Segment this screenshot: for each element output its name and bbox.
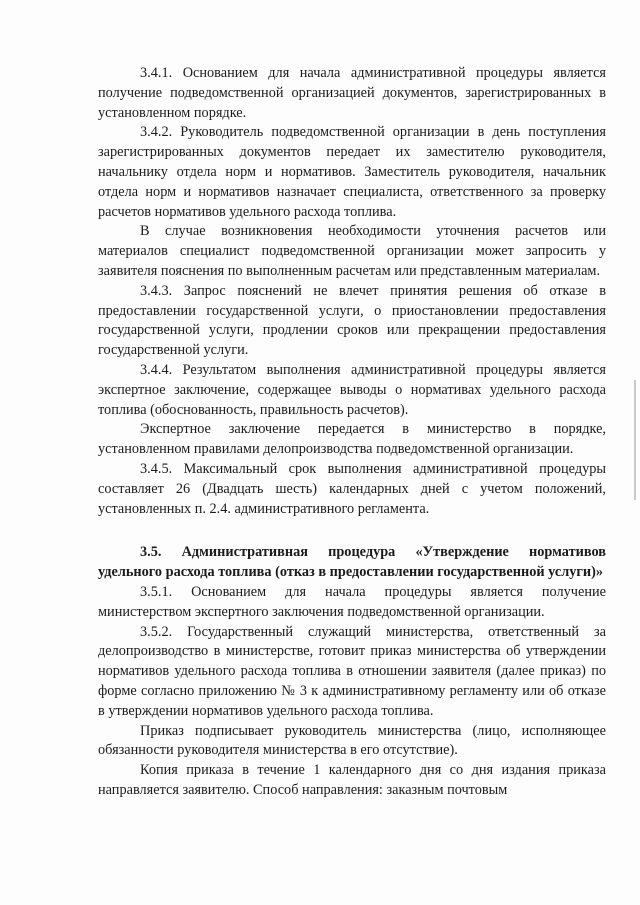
section-heading-3-5: 3.5. Административная процедура «Утверждение нормативов удельного расхода топлива (отказ в предоставлении государственной услуги)» <box>98 544 606 581</box>
paragraph-3-5-1: 3.5.1. Основанием для начала процедуры является получение министерством экспертного заключения подведомственной организации. <box>98 583 606 620</box>
scan-edge-mark <box>634 380 636 500</box>
document-body <box>98 64 606 801</box>
paragraph-order-copy: Копия приказа в течение 1 календарного дня со дня издания приказа направляется заявителю. Способ направления: заказным почтовым <box>98 762 606 798</box>
paragraph-expert-conclusion: Экспертное заключение передается в министерство в порядке, установленном правилами делопроизводства подведомственной организации. <box>98 421 606 458</box>
paragraph-clarification: В случае возникновения необходимости уточнения расчетов или материалов специалист подведомственной организации может запросить у заявителя пояснения по выполненным расчетам или представленным материалам. <box>98 223 606 279</box>
paragraph-3-4-4: 3.4.4. Результатом выполнения административной процедуры является экспертное заключение, содержащее выводы о нормативах удельного расхода топлива (обоснованность, правильность расчетов). <box>98 361 606 418</box>
paragraph-3-4-2: 3.4.2. Руководитель подведомственной организации в день поступления зарегистрированных документов передает их заместителю руководителя, начальнику отдела норм и нормативов. Заместитель руководителя, начальник отдела норм и нормативов назначает специалиста, ответственного за проверку расчетов нормативов удельного расхода топлива. <box>98 124 606 220</box>
paragraph-3-4-5: 3.4.5. Максимальный срок выполнения административной процедуры составляет 26 (Двадцать шесть) календарных дней с учетом положений, установленных п. 2.4. административного регламента. <box>98 460 606 517</box>
paragraph-3-4-3: 3.4.3. Запрос пояснений не влечет принятия решения об отказе в предоставлении государственной услуги, о приостановлении предоставления государственной услуги, продлении сроков или прекращении предоставления государственной услуги. <box>98 282 606 359</box>
paragraph-order-signing: Приказ подписывает руководитель министерства (лицо, исполняющее обязанности руководителя министерства в его отсутствие). <box>98 722 606 759</box>
paragraph-3-4-1: 3.4.1. Основанием для начала административной процедуры является получение подведомственной организацией документов, зарегистрированных в установленном порядке. <box>98 65 606 121</box>
paragraph-3-5-2: 3.5.2. Государственный служащий министерства, ответственный за делопроизводство в министерстве, готовит приказ министерства об утверждении нормативов удельного расхода топлива в отношении заявителя (далее приказ) по форме согласно приложению № 3 к административному регламенту или об отказе в утверждении нормативов удельного расхода топлива. <box>98 623 606 719</box>
